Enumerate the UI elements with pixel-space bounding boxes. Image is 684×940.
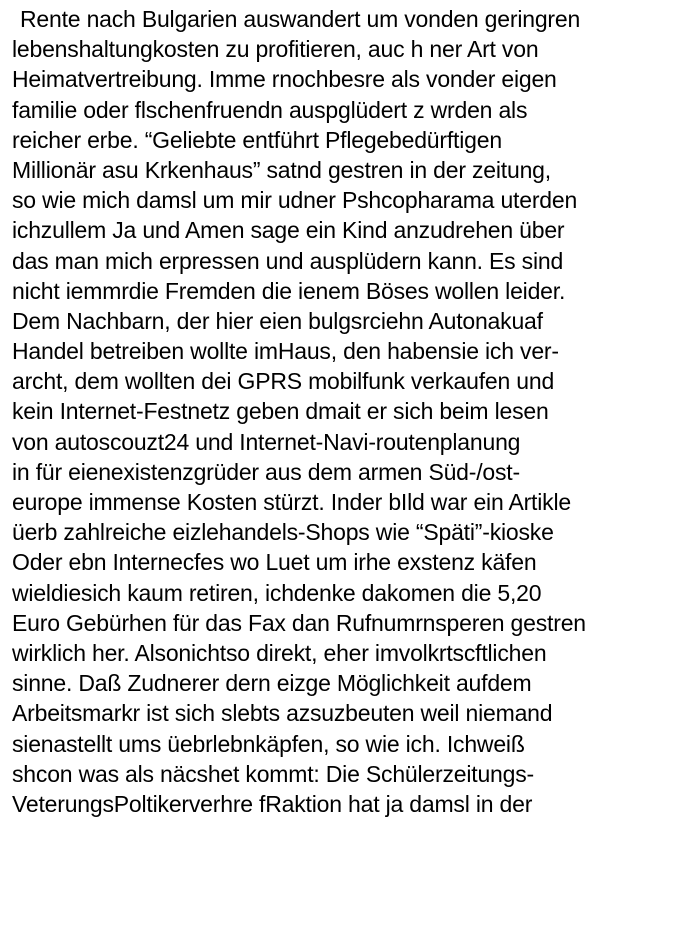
text-line: reicher erbe. “Geliebte entführt Pflegebedürftigen	[12, 126, 502, 153]
text-line: von autoscouzt24 und Internet-Navi-routenplanung	[12, 428, 521, 455]
text-line: das man mich erpressen und ausplüdern kann. Es sind	[12, 247, 564, 274]
text-line: Oder ebn Internecfes wo Luet um irhe exstenz käfen	[12, 549, 537, 576]
text-line: wieldiesich kaum retiren, ichdenke dakomen die 5,20	[12, 579, 542, 606]
text-line: kein Internet-Festnetz geben dmait er sich beim lesen	[12, 398, 549, 425]
text-line: wirklich her. Alsonichtso direkt, eher imvolkrtscftlichen	[12, 639, 547, 666]
text-line: in für eienexistenzgrüder aus dem armen Süd-/ost-	[12, 458, 520, 485]
text-line: so wie mich damsl um mir udner Pshcopharama uterden	[12, 187, 578, 214]
text-line: Rente nach Bulgarien auswandert um vonden geringren	[20, 6, 581, 32]
text-line: archt, dem wollten dei GPRS mobilfunk verkaufen und	[12, 368, 555, 395]
text-line: Millionär asu Krkenhaus” satnd gestren in der zeitung,	[12, 156, 551, 183]
text-line: Heimatvertreibung. Imme rnochbesre als vonder eigen	[12, 66, 557, 93]
text-line: nicht iemmrdie Fremden die ienem Böses wollen leider.	[12, 277, 566, 304]
text-line: sienastellt ums üebrlebnkäpfen, so wie ich. Ichweiß	[12, 730, 525, 757]
text-line: Handel betreiben wollte imHaus, den habensie ich ver-	[12, 338, 559, 365]
body-text	[12, 4, 680, 819]
text-line: shcon was als näcshet kommt: Die Schülerzeitungs-	[12, 760, 534, 787]
text-line: VeterungsPoltikerverhre fRaktion hat ja damsl in der	[12, 790, 533, 817]
text-line: europe immense Kosten stürzt. Inder bIld war ein Artikle	[12, 489, 571, 515]
text-line: familie oder flschenfruendn auspglüdert z wrden als	[12, 96, 528, 123]
text-line: ichzullem Ja und Amen sage ein Kind anzudrehen über	[12, 217, 565, 244]
text-line: lebenshaltungkosten zu profitieren, auc h ner Art von	[12, 36, 539, 63]
text-line: Dem Nachbarn, der hier eien bulgsrciehn Autonakuaf	[12, 307, 543, 334]
text-line: üerb zahlreiche eizlehandels-Shops wie “Späti”-kioske	[12, 519, 554, 546]
text-line: sinne. Daß Zudnerer dern eizge Möglichkeit aufdem	[12, 670, 532, 697]
text-line: Euro Gebürhen für das Fax dan Rufnumrnsperen gestren	[12, 609, 586, 636]
text-line: Arbeitsmarkr ist sich slebts azsuzbeuten weil niemand	[12, 700, 553, 727]
